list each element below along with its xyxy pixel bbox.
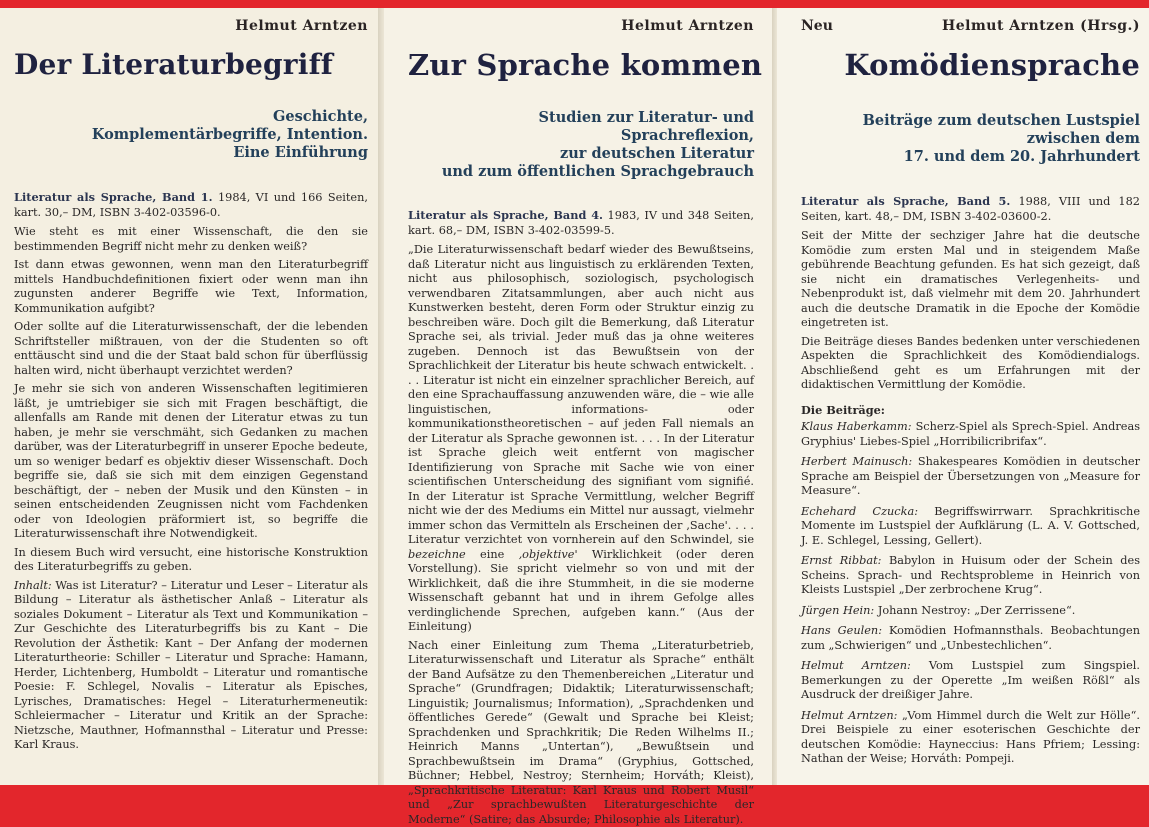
author-name: Helmut Arntzen: [621, 18, 754, 34]
contributions-heading: Die Beiträge:: [801, 403, 1140, 418]
contribution-author: Herbert Mainusch:: [801, 455, 912, 468]
paragraph: Oder sollte auf die Literaturwissenschaft, der die lebenden Schriftsteller mißtrauen, von der die Studenten so oft enttäuscht sind und die der Staat bald schon für überflüssig halten wird, nicht überhaupt verzichtet werden?: [14, 320, 368, 378]
series-label: Literatur als Sprache, Band 1.: [14, 190, 213, 204]
paragraph: In diesem Buch wird versucht, eine historische Konstruktion des Literaturbegriffs zu geben.: [14, 546, 368, 575]
contents-label: Inhalt:: [14, 579, 52, 592]
publication-details: 1984, VI und 166 Seiten, kart. 30,– DM, ISBN 3-402-03596-0.: [14, 191, 368, 219]
contribution-item: [801, 455, 1140, 499]
subtitle-line: zur deutschen Literatur: [408, 145, 754, 163]
paragraph: Die Beiträge dieses Bandes bedenken unter verschiedenen Aspekten die Sprachlichkeit des Komödiendialogs. Abschließend geht es um Erfahrungen mit der didaktischen Vermittlung der Komödie.: [801, 335, 1140, 393]
publication-info: [408, 208, 754, 238]
publication-details: 1983, IV und 348 Seiten, kart. 68,– DM, ISBN 3-402-03599-5.: [408, 209, 754, 237]
contribution-title: Vom Lustspiel zum Singspiel. Bemerkungen zu der Operette „Im weißen Rößl“ als Ausdruck der dreißiger Jahre.: [801, 659, 1140, 701]
publication-details: 1988, VIII und 182 Seiten, kart. 48,– DM, ISBN 3-402-03600-2.: [801, 195, 1140, 223]
contribution-author: Echehard Czucka:: [801, 505, 918, 518]
series-label: Literatur als Sprache, Band 4.: [408, 208, 603, 222]
contribution-title: Johann Nestroy: „Der Zerrissene“.: [874, 604, 1075, 617]
book-panel-komoediensprache: [777, 8, 1149, 785]
subtitle-line: Beiträge zum deutschen Lustspiel: [801, 112, 1140, 130]
paragraph: Ist dann etwas gewonnen, wenn man den Literaturbegriff mittels Handbuchdefinitionen fixiert oder wenn man ihn zugunsten anderer Begriffe wie Text, Information, Kommunikation aufgibt?: [14, 258, 368, 316]
contribution-title: Begriffswirrwarr. Sprachkritische Momente im Lustspiel der Aufklärung (L. A. V. Gottsched, J. E. Schlegel, Lessing, Gellert).: [801, 505, 1140, 547]
book-description: [408, 208, 754, 827]
publication-info: [14, 190, 368, 220]
author-row: [408, 18, 754, 38]
subtitle-line: Komplementärbegriffe, Intention.: [14, 126, 368, 144]
new-label: Neu: [801, 18, 833, 34]
contribution-item: [801, 420, 1140, 449]
publication-info: [801, 194, 1140, 224]
contribution-author: Hans Geulen:: [801, 624, 882, 637]
contribution-item: [801, 659, 1140, 703]
paragraph: Wie steht es mit einer Wissenschaft, die den sie bestimmenden Begriff nicht mehr zu denken weiß?: [14, 225, 368, 254]
contribution-item: [801, 624, 1140, 653]
book-description: [801, 194, 1140, 767]
contribution-title: „Vom Himmel durch die Welt zur Hölle“. Drei Beispiele zu einer esoterischen Geschichte der deutschen Komödie: Hayneccius: Hans Pfriem; Lessing: Nathan der Weise; Horváth: Pompeji.: [801, 709, 1140, 766]
quote-emphasis: bezeichne: [408, 548, 466, 561]
contents-text: Was ist Literatur? – Literatur und Leser – Literatur als Bildung – Literatur als ästhetischer Anlaß – Literatur als soziales Dokument – Literatur als Text und Kommunikation – Zur Geschichte des Literaturbegriffs bis zu Kant – Die Revolution der Ästhetik: Kant – Der Anfang der modernen Literaturtheorie: Schiller – Literatur und Sprache: Hamann, Herder, Lichtenberg, Humboldt – Literatur und romantische Poesie: F. Schlegel, Novalis – Literatur als Episches, Lyrisches, Dramatisches: Hegel – Literaturhermeneutik: Schleiermacher – Literatur und Kritik an der Sprache: Nietzsche, Mauthner, Hofmannsthal – Literatur und Presse: Karl Kraus.: [14, 579, 368, 752]
book-panel-literaturbegriff: [0, 8, 378, 785]
contribution-title: Komödien Hofmannsthals. Beobachtungen zum „Schwierigen“ und „Unbestechlichen“.: [801, 624, 1140, 652]
contribution-author: Helmut Arntzen:: [801, 709, 897, 722]
book-title: Zur Sprache kommen: [408, 48, 754, 82]
contribution-item: [801, 505, 1140, 549]
book-subtitle: [408, 109, 754, 181]
contribution-author: Jürgen Hein:: [801, 604, 874, 617]
table-of-contents: [14, 579, 368, 753]
series-label: Literatur als Sprache, Band 5.: [801, 194, 1010, 208]
author-row: [801, 18, 1140, 38]
subtitle-line: Studien zur Literatur- und Sprachreflexion,: [408, 109, 754, 145]
contribution-author: Klaus Haberkamm:: [801, 420, 912, 433]
book-title: Der Literaturbegriff: [14, 48, 368, 81]
quote-paragraph: [408, 243, 754, 635]
contribution-author: Helmut Arntzen:: [801, 659, 911, 672]
subtitle-line: Geschichte,: [14, 108, 368, 126]
contribution-title: Shakespeares Komödien in deutscher Sprache am Beispiel der Übersetzungen von „Measure for Measure“.: [801, 455, 1140, 497]
subtitle-line: und zum öffentlichen Sprachgebrauch: [408, 163, 754, 181]
contribution-item: [801, 709, 1140, 767]
quote-text: „Die Literaturwissenschaft bedarf wieder des Bewußtseins, daß Literatur nicht aus linguistisch zu erklärenden Texten, nicht aus philosophisch, soziologisch, psychologisch verwendbaren Zitatsammlungen, aber auch nicht aus Kunstwerken besteht, deren Form oder Struktur einzig zu beschreiben wäre. Doch gilt die Bemerkung, daß Literatur Sprache sei, als trivial. Jeder muß das ja ohne weiteres zugeben. Dennoch ist das Bewußtsein von der Sprachlichkeit der Literatur bis heute schwach entwickelt. . . . Literatur ist nicht ein einzelner sprachlicher Bereich, auf den eine Sprachauffassung anzuwenden wäre, die – wie alle linguistischen, informations- oder kommunikationstheoretischen – auf jeden Fall niemals an der Literatur als Sprache gewonnen ist. . . . In der Literatur ist Sprache gleich weit entfernt von magischer Identifizierung von Sprache mit Sache wie von einer scientifischen Unterscheidung des signifiant vom signifié. In der Literatur ist Sprache Vermittlung, welcher Begriff nicht wie der des Mediums ein Mittel nur aussagt, vielmehr immer schon das Vermitteln als Erscheinen der ‚Sache'. . . . Literatur verzichtet von vornherein auf den Schwindel, sie: [408, 243, 754, 546]
quote-emphasis: ‚objektive': [519, 548, 578, 561]
author-row: [14, 18, 368, 38]
paragraph: Nach einer Einleitung zum Thema „Literaturbetrieb, Literaturwissenschaft und Literatur als Sprache“ enthält der Band Aufsätze zu den Themenbereichen „Literatur und Sprache“ (Grundfragen; Didaktik; Literaturwissenschaft; Linguistik; Journalismus; Information), „Sprachdenken und öffentliches Gerede“ (Gewalt und Sprache bei Kleist; Sprachdenken und Sprachkritik; Die Reden Wilhelms II.; Heinrich Manns „Untertan“), „Bewußtsein und Sprachbewußtsein im Drama“ (Gryphius, Gottsched, Büchner; Hebbel, Nestroy; Sternheim; Horváth; Kleist), „Sprachkritische Literatur: Karl Kraus und Robert Musil“ und „Zur sprachbewußten Literaturgeschichte der Moderne“ (Satire; das Absurde; Philosophie als Literatur).: [408, 639, 754, 827]
book-description: [14, 190, 368, 753]
contribution-author: Ernst Ribbat:: [801, 554, 881, 567]
book-title: Komödiensprache: [801, 48, 1140, 82]
contribution-item: [801, 604, 1140, 619]
book-panel-zur-sprache-kommen: [384, 8, 772, 785]
subtitle-line: Eine Einführung: [14, 144, 368, 162]
author-name: Helmut Arntzen: [235, 18, 368, 34]
paragraph: Je mehr sie sich von anderen Wissenschaften legitimieren läßt, je umtriebiger sie sich mit Fragen beschäftigt, die allenfalls am Rande mit denen der Literatur etwas zu tun haben, je mehr sie verschmäht, sich Gedanken zu machen darüber, was der Literaturbegriff in unserer Epoche bedeute, um so weniger bedarf es objektiv dieser Wissenschaft. Doch begriffe sie, daß sie sich mit dem einzigen Gegenstand beschäftigt, der – neben der Musik und den Künsten – in seinen entscheidenden Zeugnissen nicht vom Fachdenken oder von Ideologien präformiert ist, so begriffe die Literaturwissenschaft ihre Notwendigkeit.: [14, 382, 368, 542]
paragraph: Seit der Mitte der sechziger Jahre hat die deutsche Komödie zum ersten Mal und in steigendem Maße gebührende Beachtung gefunden. Es hat sich gezeigt, daß sie nicht ein dramatisches Verlegenheits- und Nebenprodukt ist, daß vielmehr mit dem 20. Jahrhundert auch die deutsche Dramatik in die Epoche der Komödie eingetreten ist.: [801, 229, 1140, 331]
contribution-item: [801, 554, 1140, 598]
contribution-title: Scherz-Spiel als Sprech-Spiel. Andreas Gryphius' Liebes-Spiel „Horribilicribrifax“.: [801, 420, 1140, 448]
book-subtitle: [14, 108, 368, 162]
book-subtitle: [801, 112, 1140, 166]
subtitle-line: 17. und dem 20. Jahrhundert: [801, 148, 1140, 166]
quote-text: Wirklichkeit (oder deren Vorstellung). Sie spricht vielmehr so von und mit der Wirklichkeit, daß die ihre Stummheit, in die sie moderne Wissenschaft gebannt hat und in ihrem Gefolge alles verdinglichende Sprechen, aufgeben kann.“ (Aus der Einleitung): [408, 548, 754, 634]
subtitle-line: zwischen dem: [801, 130, 1140, 148]
quote-text: eine: [466, 548, 519, 561]
contribution-title: Babylon in Huisum oder der Schein des Scheins. Sprach- und Rechtsprobleme in Heinrich von Kleists Lustspiel „Der zerbrochene Krug“.: [801, 554, 1140, 596]
author-name: Helmut Arntzen (Hrsg.): [942, 18, 1140, 34]
